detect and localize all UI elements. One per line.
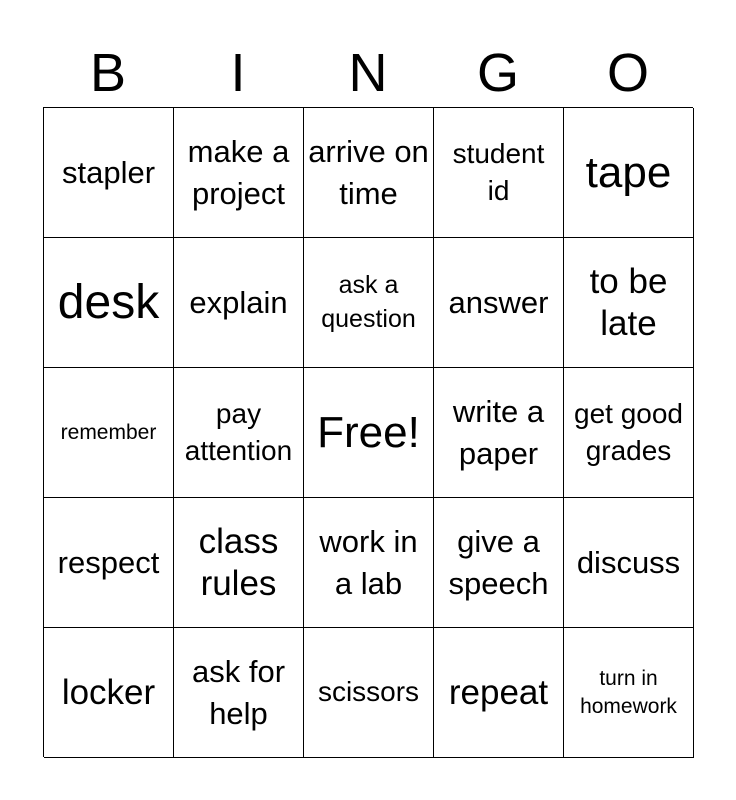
cell-text: class rules [198, 521, 279, 603]
bingo-cell[interactable] [44, 498, 174, 628]
bingo-board [43, 107, 693, 757]
bingo-cell[interactable] [564, 628, 694, 758]
cell-text: discuss [576, 544, 681, 580]
bingo-cell[interactable] [304, 498, 434, 628]
cell-text: make a project [187, 133, 290, 211]
cell-text: locker [61, 672, 156, 712]
bingo-cell[interactable] [434, 108, 564, 238]
bingo-cell[interactable] [434, 368, 564, 498]
cell-text: ask for help [191, 653, 286, 731]
cell-text: explain [189, 284, 288, 320]
bingo-cell[interactable] [304, 108, 434, 238]
bingo-cell[interactable] [174, 108, 304, 238]
cell-text: pay attention [184, 398, 293, 466]
cell-text: respect [57, 544, 160, 580]
cell-text: turn in homework [580, 667, 677, 718]
bingo-cell[interactable] [564, 108, 694, 238]
bingo-cell[interactable] [304, 238, 434, 368]
cell-text: write a paper [452, 393, 545, 471]
cell-text: tape [585, 147, 672, 197]
header-letter-n: N [348, 43, 388, 103]
free-space-text: Free! [317, 407, 420, 457]
bingo-header [43, 38, 693, 108]
bingo-cell free-space[interactable] [304, 368, 434, 498]
bingo-cell[interactable] [174, 368, 304, 498]
cell-text: ask a question [321, 270, 416, 333]
cell-text: work in a lab [319, 523, 418, 601]
header-letter-g: G [476, 43, 519, 103]
bingo-cell[interactable] [434, 238, 564, 368]
bingo-cell[interactable] [564, 238, 694, 368]
cell-text: remember [60, 420, 157, 444]
header-letter-b: B [89, 43, 127, 103]
header-letter-i: I [230, 43, 246, 103]
cell-text: give a speech [448, 523, 549, 601]
bingo-cell[interactable] [304, 628, 434, 758]
bingo-cell[interactable] [44, 368, 174, 498]
cell-text: to be late [589, 261, 668, 343]
bingo-cell[interactable] [174, 238, 304, 368]
cell-text: arrive on time [308, 133, 429, 211]
bingo-cell[interactable] [434, 628, 564, 758]
cell-text: stapler [61, 154, 156, 190]
header-letter-o: O [606, 43, 649, 103]
bingo-cell[interactable] [44, 238, 174, 368]
cell-text: scissors [317, 676, 420, 708]
cell-text: answer [448, 284, 549, 320]
bingo-cell[interactable] [564, 498, 694, 628]
bingo-cell[interactable] [564, 368, 694, 498]
cell-text: get good grades [574, 398, 683, 466]
cell-text: repeat [448, 672, 549, 712]
bingo-cell[interactable] [44, 628, 174, 758]
bingo-cell[interactable] [174, 498, 304, 628]
bingo-cell[interactable] [44, 108, 174, 238]
bingo-cell[interactable] [174, 628, 304, 758]
cell-text: student id [452, 138, 545, 206]
cell-text: desk [57, 275, 160, 329]
bingo-cell[interactable] [434, 498, 564, 628]
